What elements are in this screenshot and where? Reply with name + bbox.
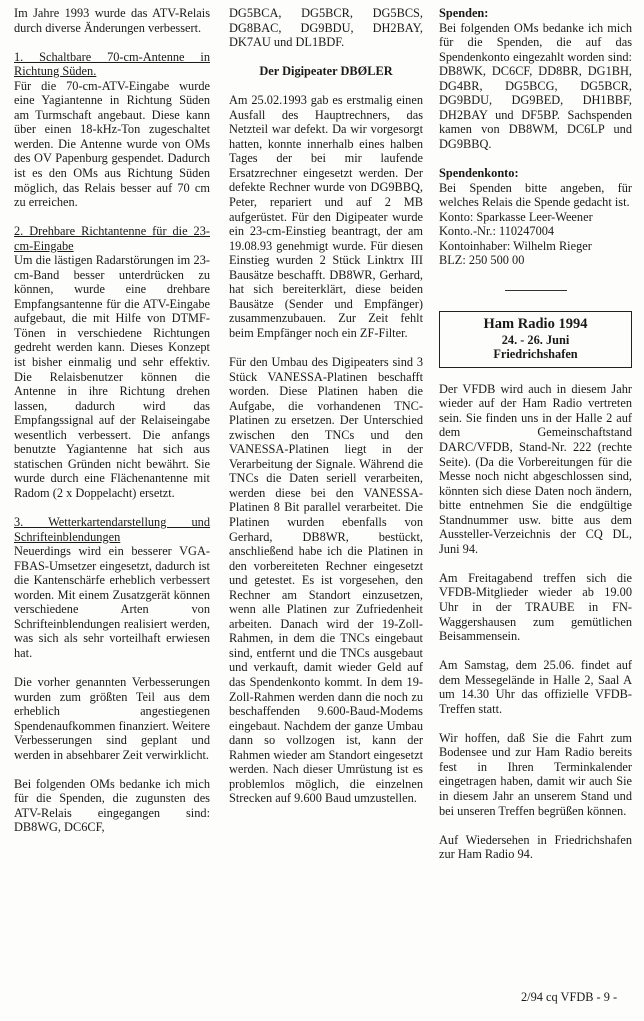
section-divider <box>505 290 567 291</box>
column-left <box>14 6 210 849</box>
section-3-heading: 3. Wetterkartendarstellung und Schrifteinblendungen <box>14 515 210 544</box>
ham-radio-paragraph-2: Am Freitagabend treffen sich die VFDB-Mitglieder wieder ab 19.00 Uhr in der TRAUBE in FN-Waggershausen zum gemütlichen Beisammensein. <box>439 570 632 644</box>
column-right <box>439 6 632 876</box>
konto-number: Konto.-Nr.: 110247004 <box>439 224 555 239</box>
ham-radio-paragraph-3: Am Samstag, dem 25.06. findet auf dem Messegelände in Halle 2, Saal A um 14.30 Uhr das offizielle VFDB-Treffen statt. <box>439 658 632 716</box>
ham-radio-paragraph-1: Der VFDB wird auch in diesem Jahr wieder auf der Ham Radio vertreten sein. Sie finden uns in der Halle 2 auf dem Gemeinschaftstand DARC/VFDB, Stand-Nr. 222 (rechte Seite). (Da die Vorbereitungen für die Messe noch nicht abgeschlossen sind, könnten sich diese Daten noch ändern, bitte entnehmen Sie die endgültige Standnummer usw. bitte aus dem Aussteller-Verzeichnis der CQ DL, Juni 94. <box>439 381 632 556</box>
spendenkonto-body: Bei Spenden bitte angeben, für welches Relais die Spende gedacht ist. <box>439 180 632 210</box>
page-footer: 2/94 cq VFDB - 9 - <box>521 990 618 1004</box>
donors-paragraph: Bei folgenden OMs bedanke ich mich für die Spenden, die zugunsten des ATV-Relais eingegangen sind: DB8WG, DC6CF, <box>14 776 210 835</box>
konto-bank: Konto: Sparkasse Leer-Weener <box>439 209 593 224</box>
section-1-heading: 1. Schaltbare 70-cm-Antenne in Richtung Süden. <box>14 49 210 79</box>
ham-radio-paragraph-4: Wir hoffen, daß Sie die Fahrt zum Bodensee und zur Ham Radio bereits fest in Ihren Terminkalender eingetragen haben, damit wir auch Sie in diesem Jahr an unserem Stand und bei unseren Treffen begrüßen können. <box>439 730 632 818</box>
future-paragraph: Die vorher genannten Verbesserungen wurden zum größten Teil aus dem erheblich angestiegenen Spendenaufkommen finanziert. Weitere Verbesserungen sind geplant und werden in absehbarer Zeit verwirklicht. <box>14 674 210 762</box>
section-2-heading: 2. Drehbare Richtantenne für die 23-cm-Eingabe <box>14 224 210 253</box>
konto-holder: Kontoinhaber: Wilhelm Rieger <box>439 238 592 253</box>
digipeater-paragraph-2: Für den Umbau des Digipeaters sind 3 Stück VANESSA-Platinen beschafft worden. Diese Platinen haben die Aufgabe, die vorhandenen TNC-Platinen zu ersetzen. Der Unterschied zwischen den TNCs und den VANESSA-Platinen liegt in der Verarbeitung der Signale. Während die TNCs die Daten seriell verarbeiten, werden diese bei den VANESSA-Platinen 8 Bit parallel verarbeitet. Die Platinen wurden ebenfalls von Gerhard, DB8WR, bestückt, anschließend habe ich die Platinen in den vorbereiteten Rechner eingesetzt und getestet. Es ist vorgesehen, den Rechner am Standort einzusetzen, wenn alle Platinen zur Zufriedenheit arbeiten. Danach wird der 19-Zoll-Rahmen, in dem die TNCs eingebaut sind, entfernt und die TNCs ausgebaut und verkauft, damit wieder Geld auf das Spendenkonto kommt. In dem 19-Zoll-Rahmen werden dann die noch zu beschaffenden 9.600-Baud-Modems eingebaut. Nachdem der ganze Umbau dann so vollzogen ist, kann der Rahmen wieder am Standort eingesetzt werden. Nach dieser Umrüstung ist es problemlos möglich, die einzelnen Strecken auf 9.600 Baud umzustellen. <box>229 354 423 806</box>
ham-radio-paragraph-5: Auf Wiedersehen in Friedrichshafen zur Ham Radio 94. <box>439 832 632 862</box>
ham-radio-dates: 24. - 26. Juni <box>501 332 570 347</box>
section-2-body: Um die lästigen Radarstörungen im 23-cm-Band besser unterdrücken zu können, wurde eine drehbare Empfangsantenne für die ATV-Eingabe aufgebaut, die mit Hilfe von DTMF-Tönen in verschiedene Richtungen gedreht werden kann. Dieses Konzept ist bisher einmalig und sehr effektiv. Die Relaisbenutzer können die Antenne in ihre Richtung drehen lassen, dadurch wird das Empfangssignal auf der Relaiseingabe wesentlich verbessert. Die anfangs benutzte Yagiantenne hat sich aus statischen Gründen nicht bewährt. Sie wurde durch eine Flächenantenne mit Radom (2 x Doppelacht) ersetzt. <box>14 253 210 500</box>
section-1-body: Für die 70-cm-ATV-Eingabe wurde eine Yagiantenne in Richtung Süden am Turmschaft angebaut. Diese kann über einen 18-kHz-Ton zugeschaltet werden. Die Antenne wurde von OMs des OV Papenburg gespendet. Dadurch ist es den OMs aus Richtung Süden möglich, das Relais besser auf 70 cm zu erreichen. <box>14 78 210 210</box>
ham-radio-title: Ham Radio 1994 <box>483 315 588 332</box>
ham-radio-place: Friedrichshafen <box>493 347 578 362</box>
konto-blz: BLZ: 250 500 00 <box>439 253 525 268</box>
column-middle <box>229 6 423 820</box>
ham-radio-box <box>439 311 632 368</box>
spenden-heading: Spenden: <box>439 6 489 20</box>
donors-continued: DG5BCA, DG5BCR, DG5BCS, DG8BAC, DG9BDU, DH2BAY, DK7AU und DL1BDF. <box>229 6 423 50</box>
section-3-body: Neuerdings wird ein besserer VGA-FBAS-Umsetzer eingesetzt, dadurch ist die Kantenschärfe erheblich verbessert worden. Mit einem Zusatzgerät können verschiedene Arten von Schrifteinblendungen realisiert werden, was sich als sehr vorteilhaft erwiesen hat. <box>14 544 210 660</box>
spendenkonto-heading: Spendenkonto: <box>439 165 519 180</box>
intro-paragraph: Im Jahre 1993 wurde das ATV-Relais durch diverse Änderungen verbessert. <box>14 6 210 35</box>
digipeater-heading: Der Digipeater DBØLER <box>259 64 393 79</box>
spenden-body: Bei folgenden OMs bedanke ich mich für die Spenden, die auf das Spendenkonto eingezahlt worden sind: DB8WK, DC6CF, DD8BR, DG1BH, DG4BR, DG5BCG, DG5BCR, DG9BDU, DG9BED, DH1BBF, DH2BAY und DF5BP. Sachspenden kamen von DB8WM, DC6LP und DG9BBQ. <box>439 20 632 151</box>
digipeater-paragraph-1: Am 25.02.1993 gab es erstmalig einen Ausfall des Hauptrechners, das Netzteil war defekt. Da wir vorgesorgt hatten, konnte innerhalb eines halben Tages der bei mir laufende Ersatzrechner eingesetzt werden. Der defekte Rechner wurde von DG9BBQ, Peter, repariert und auf 2 MB aufgerüstet. Für den Digipeater wurde ein 23-cm-Einstieg beantragt, der am 19.08.93 genehmigt wurde. Für diesen Einstieg wurden 2 Stück Linktrx III Bausätze beschafft. DB8WR, Gerhard, hat sich bereiterklärt, diese beiden Bausätze (Sender und Empfänger) zusammenzubauen. Zur Zeit fehlt beim Empfänger noch ein ZF-Filter. <box>229 93 423 340</box>
